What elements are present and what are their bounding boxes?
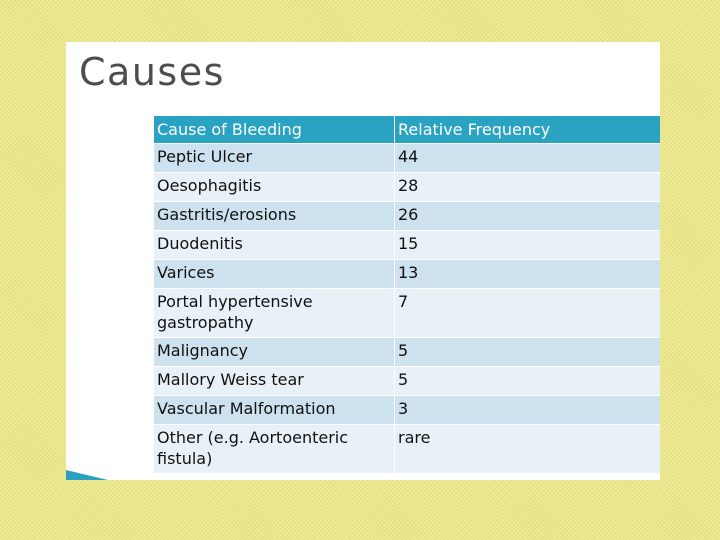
frequency-cell: 15	[395, 231, 661, 260]
frequency-cell: 7	[395, 289, 661, 338]
table-header-row	[154, 116, 661, 144]
cause-cell: Oesophagitis	[154, 173, 395, 202]
frequency-cell: 13	[395, 260, 661, 289]
frequency-cell: 5	[395, 338, 661, 367]
table-row	[154, 425, 661, 474]
cause-cell: Gastritis/erosions	[154, 202, 395, 231]
frequency-cell: 28	[395, 173, 661, 202]
causes-table	[153, 115, 660, 474]
header-cause-of-bleeding: Cause of Bleeding	[154, 116, 395, 144]
table-row	[154, 231, 661, 260]
frequency-cell: 5	[395, 367, 661, 396]
cause-cell: Peptic Ulcer	[154, 144, 395, 173]
cause-cell: Mallory Weiss tear	[154, 367, 395, 396]
table-row	[154, 396, 661, 425]
cause-cell: Varices	[154, 260, 395, 289]
cause-cell: Other (e.g. Aortoenteric fistula)	[154, 425, 395, 474]
header-relative-frequency: Relative Frequency	[395, 116, 661, 144]
frequency-cell: 26	[395, 202, 661, 231]
frequency-cell: rare	[395, 425, 661, 474]
cause-cell: Duodenitis	[154, 231, 395, 260]
table-row	[154, 367, 661, 396]
table-row	[154, 338, 661, 367]
slide	[66, 42, 660, 480]
cause-cell: Vascular Malformation	[154, 396, 395, 425]
corner-accent-decoration	[66, 470, 108, 480]
table-row	[154, 260, 661, 289]
cause-cell: Malignancy	[154, 338, 395, 367]
slide-title: Causes	[79, 50, 225, 94]
cause-cell: Portal hypertensive gastropathy	[154, 289, 395, 338]
frequency-cell: 44	[395, 144, 661, 173]
table-row	[154, 202, 661, 231]
table-row	[154, 144, 661, 173]
table-row	[154, 173, 661, 202]
table-row	[154, 289, 661, 338]
frequency-cell: 3	[395, 396, 661, 425]
